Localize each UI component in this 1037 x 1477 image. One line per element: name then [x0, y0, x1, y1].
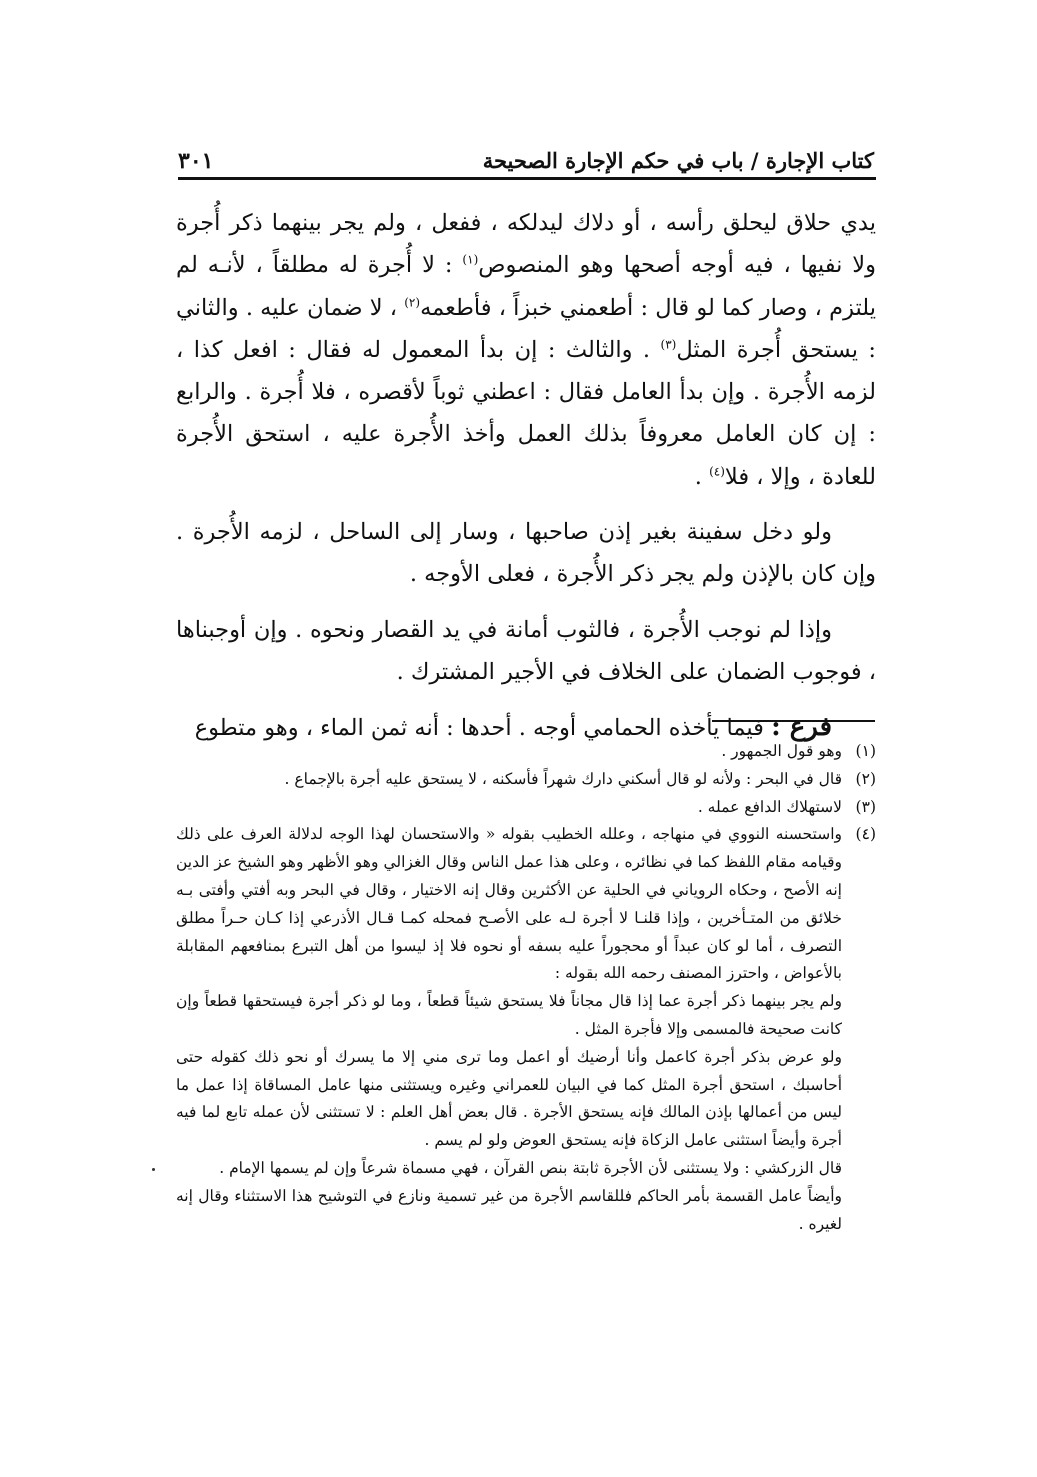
- footnote-1-text: وهو قول الجمهور .: [721, 742, 842, 760]
- page-header: [178, 132, 874, 176]
- footnote-4: [176, 821, 876, 1238]
- footnote-4-text: [176, 821, 842, 1238]
- footnote-ref-4: (٤): [709, 464, 725, 479]
- footnote-4-segment-1: واستحسنه النووي في منهاجه ، وعلله الخطيب بقوله « والاستحسان لهذا الوجه لدلالة العرف على ذلك وقيامه مقام اللفظ كما في نظائره ، وعلى هذا عمل الناس وقال الغزالي وهو الأظهر وهو الشيخ عز الدين إنه الأصح ، وحكاه الروياني في الحلية عن الأكثرين وقال إنه الاختيار ، وقال في البحر وبه أفتي وأفتى بـه خلائق من المتـأخرين ، وإذا قلنـا لا أجرة لـه على الأصـح فمحله كمـا قـال الأذرعي إذا كـان حـراً مطلق التصرف ، أما لو كان عبداً أو محجوراً عليه بسفه أو نحوه فلا إذ ليسوا من أهل التبرع بمنافعهم المقابلة بالأعواض ، واحترز المصنف رحمه الله بقوله :: [176, 825, 842, 983]
- fara-label: فرع :: [771, 712, 832, 743]
- footnote-4-number: (٤): [855, 825, 876, 844]
- paragraph-4-text: فيما يأخذه الحمامي أوجه . أحدها : أنه ثمن الماء ، وهو متطوع: [194, 715, 772, 742]
- paragraph-1-part-a: يدي حلاق ليحلق رأسه ، أو دلاك ليدلكه ، ففعل ، ولم يجر بينهما ذكر أُجرة ولا نفيها ، فيه أوجه أصحها وهو المنصوص: [176, 210, 876, 279]
- paragraph-1-part-b: : لا أُجرة له مطلقاً ، لأنـه لم يلتزم ، وصار كما لو قال : أطعمني خبزاً ، فأطعمه: [176, 252, 876, 321]
- paragraph-1-part-c: ، لا ضمان عليه . والثاني : يستحق أُجرة المثل: [176, 294, 876, 363]
- paragraph-1-part-d: . والثالث : إن بدأ المعمول له فقال : افعل كذا ، لزمه الأُجرة . وإن بدأ العامل فقال : اعطني ثوباً لأقصره ، فلا أُجرة . والرابع : إن كان العامل معروفاً بذلك العمل وأخذ الأُجرة عليه ، استحق الأُجرة للعادة ، وإلا ، فلا: [176, 336, 876, 490]
- paragraph-3: وإذا لم نوجب الأُجرة ، فالثوب أمانة في يد القصار ونحوه . وإن أوجبناها ، فوجوب الضمان على الخلاف في الأجير المشترك .: [176, 616, 876, 685]
- paragraph-2: ولو دخل سفينة بغير إذن صاحبها ، وسار إلى الساحل ، لزمه الأُجرة . وإن كان بالإذن ولم يجر ذكر الأُجرة ، فعلى الأوجه .: [176, 519, 876, 588]
- footnote-3-number: (٣): [855, 797, 876, 816]
- footnote-1-number: (١): [855, 742, 876, 760]
- footnote-2-number: (٢): [855, 769, 876, 788]
- scan-speck: [152, 1168, 155, 1171]
- footnote-3: [176, 794, 876, 822]
- footnote-4-segment-2: ولم يجر بينهما ذكر أجرة عما إذا قال مجاناً فلا يستحق شيئاً قطعاً ، وما لو ذكر أجرة فيستحقها قطعاً وإن كانت صحيحة فالمسمى وإلا فأجرة المثل .: [176, 992, 842, 1038]
- footnote-ref-1: (١): [462, 252, 479, 267]
- footnote-4-segment-4: قال الزركشي : ولا يستثنى لأن الأجرة ثابتة بنص القرآن ، فهي مسماة شرعاً وإن لم يسمها الإمام .: [219, 1158, 842, 1177]
- paragraph-1-part-e: .: [694, 463, 710, 490]
- paragraph-1: [176, 202, 876, 498]
- footnotes: [176, 738, 876, 1238]
- footnote-2-text: قال في البحر : ولأنه لو قال أسكني دارك شهراً فأسكنه ، لا يستحق عليه أجرة بالإجماع .: [284, 769, 842, 788]
- running-title: كتاب الإجارة / باب في حكم الإجارة الصحيحة: [482, 148, 874, 173]
- footnote-ref-2: (٢): [404, 295, 421, 310]
- footnote-4-segment-3: ولو عرض بذكر أجرة كاعمل وأنا أرضيك أو اعمل وما ترى مني إلا ما يسرك أو نحو ذلك كقوله حتى أحاسبك ، استحق أجرة المثل كما في البيان للعمراني وغيره ويستثنى منها عامل المساقاة إذا عمل ما ليس من أعمالها بإذن المالك فإنه يستحق الأجرة . قال بعض أهل العلم : لا تستثنى لأن عمله تابع لما فيه أجرة وأيضاً استثنى عامل الزكاة فإنه يستحق العوض ولو لم يسم .: [176, 1047, 842, 1150]
- footnote-ref-3: (٣): [660, 337, 677, 352]
- footnote-separator: [712, 720, 875, 722]
- page-number: ٣٠١: [178, 148, 214, 174]
- footnote-1: [176, 738, 876, 766]
- footnote-2: [176, 766, 876, 794]
- footnote-3-text: لاستهلاك الدافع عمله .: [697, 797, 842, 816]
- footnote-4-segment-5: وأيضاً عامل القسمة بأمر الحاكم فللقاسم الأجرة من غير تسمية ونازع في التوشيح هذا الاستثناء وقال إنه لغيره .: [176, 1186, 842, 1233]
- header-rule: [178, 177, 876, 180]
- main-text: [176, 202, 876, 763]
